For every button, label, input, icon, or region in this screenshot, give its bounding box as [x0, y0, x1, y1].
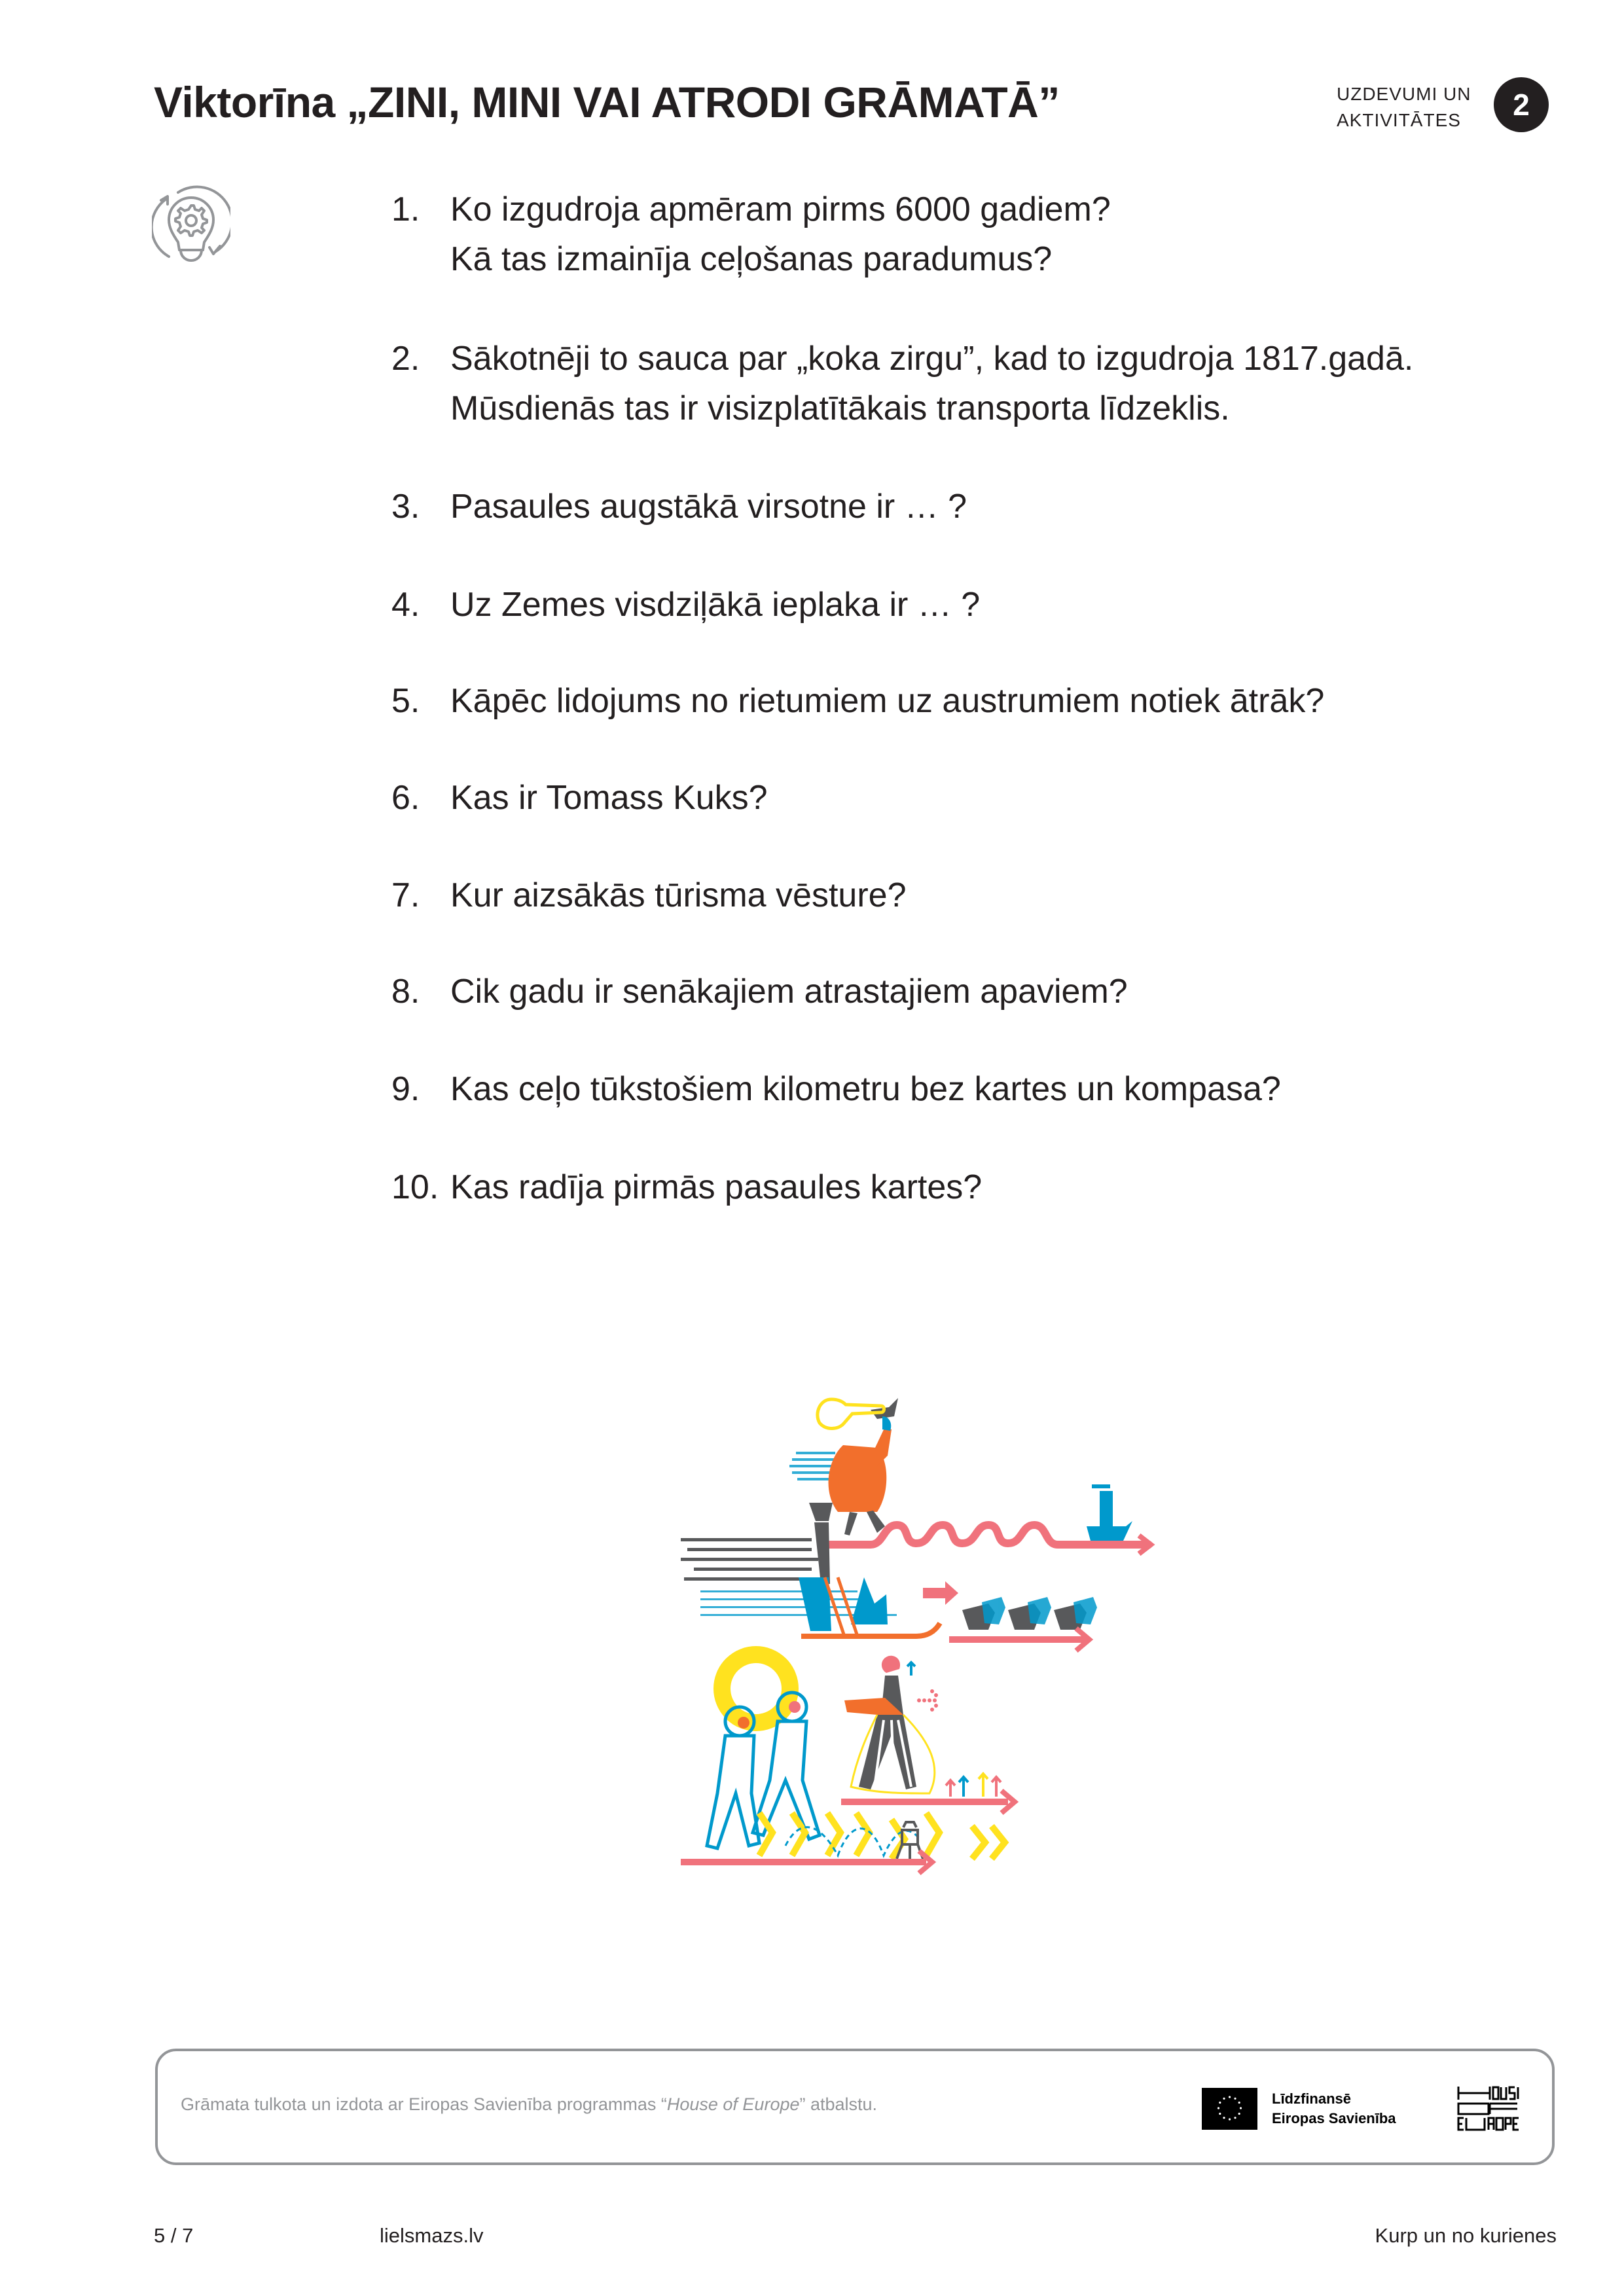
section-label-line2: AKTIVITĀTES [1337, 110, 1461, 130]
question-number: 5. [391, 682, 420, 720]
credits-text [181, 2094, 877, 2115]
question-text: Mūsdienās tas ir visizplatītākais transporta līdzeklis. [450, 389, 1230, 427]
question-text: Uz Zemes visdziļākā ieplaka ir … ? [450, 586, 981, 624]
eu-label-line1: Līdzfinansē [1272, 2090, 1352, 2107]
question-text: Cik gadu ir senākajiem atrastajiem apaviem? [450, 973, 1128, 1011]
question-number: 7. [391, 876, 420, 914]
lightbulb-gear-cycle-icon [152, 185, 230, 271]
question-text: Kas radīja pirmās pasaules kartes? [450, 1168, 983, 1206]
credits-box [155, 2049, 1555, 2165]
question-number: 10. [391, 1168, 439, 1206]
question-number: 3. [391, 488, 420, 526]
question-text: Kā tas izmainīja ceļošanas paradumus? [450, 240, 1053, 278]
yellow-chevrons [759, 1813, 1005, 1859]
question-text: Pasaules augstākā virsotne ir … ? [450, 488, 967, 526]
walker-with-bag-figure [789, 1398, 898, 1535]
question-number: 9. [391, 1070, 420, 1108]
section-label [1337, 81, 1471, 134]
yellow-pointing-hand-icon [818, 1399, 884, 1429]
question-number: 2. [391, 340, 420, 378]
sailing-ship-icon [1087, 1484, 1132, 1541]
section-label-line1: UZDEVUMI UN [1337, 84, 1471, 104]
question-text: Ko izgudroja apmēram pirms 6000 gadiem? [450, 190, 1111, 228]
travel-illustration [681, 1388, 1492, 1924]
question-number: 4. [391, 586, 420, 624]
question-number: 6. [391, 779, 420, 817]
question-number: 1. [391, 190, 420, 228]
book-title: Kurp un no kurienes [1375, 2224, 1557, 2247]
eu-flag-icon [1202, 2088, 1257, 2130]
credits-program-name: House of Europe [666, 2094, 800, 2114]
question-text: Kas ir Tomass Kuks? [450, 779, 768, 817]
question-text: Kāpēc lidojums no rietumiem uz austrumiem notiek ātrāk? [450, 682, 1325, 720]
question-text: Kur aizsākās tūrisma vēsture? [450, 876, 907, 914]
site-link[interactable]: lielsmazs.lv [380, 2224, 484, 2247]
page-title: Viktorīna „ZINI, MINI VAI ATRODI GRĀMATĀ” [154, 78, 1060, 126]
woman-with-plant-figure [844, 1656, 935, 1793]
credits-text-end: ” atbalstu. [799, 2094, 878, 2114]
question-text: Sākotnēji to sauca par „koka zirgu”, kad to izgudroja 1817.gadā. [450, 340, 1414, 378]
plants-icon [946, 1774, 1001, 1797]
dotted-arrow [917, 1689, 938, 1712]
credits-text-start: Grāmata tulkota un izdota ar Eiropas Savienība programmas “ [181, 2094, 667, 2114]
eu-cofunded-label [1272, 2089, 1396, 2128]
section-number-badge: 2 [1494, 77, 1549, 132]
house-of-europe-logo [1457, 2085, 1519, 2131]
page-number: 5 / 7 [154, 2224, 194, 2247]
eu-label-line2: Eiropas Savienība [1272, 2110, 1396, 2126]
question-text: Kas ceļo tūkstošiem kilometru bez kartes un kompasa? [450, 1070, 1281, 1108]
question-number: 8. [391, 973, 420, 1011]
